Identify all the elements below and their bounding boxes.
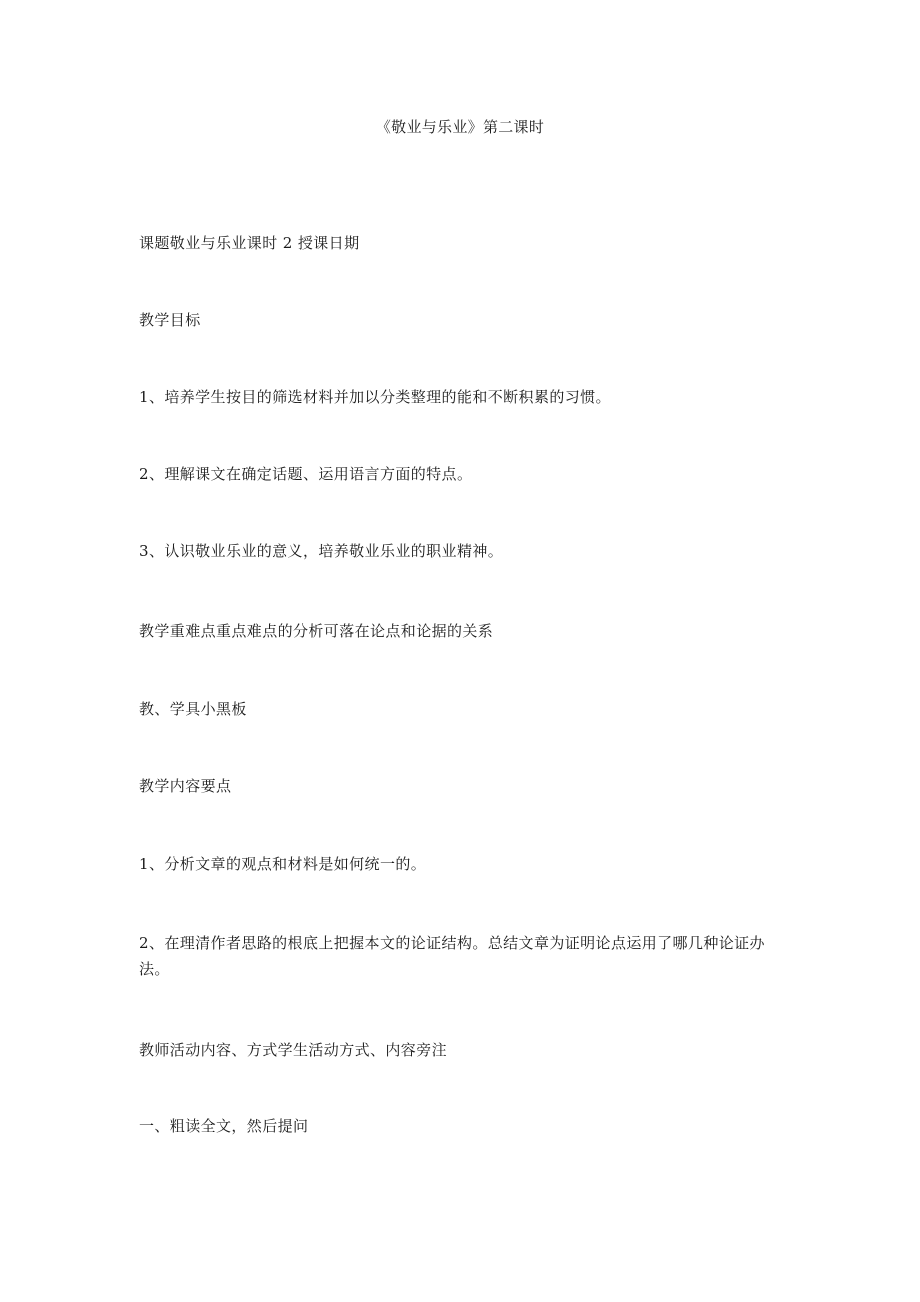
paragraph-key-points: 教学重难点重点难点的分析可落在论点和论据的关系 [139, 622, 494, 640]
paragraph-goal-2: 2、理解课文在确定话题、运用语言方面的特点。 [139, 465, 473, 483]
paragraph-content-1: 1、分析文章的观点和材料是如何统一的。 [139, 855, 427, 873]
paragraph-section-one: 一、粗读全文，然后提问 [139, 1117, 309, 1135]
paragraph-content-2: 2、在理清作者思路的根底上把握本文的论证结构。总结文章为证明论点运用了哪几种论证办法。 [139, 934, 765, 978]
paragraph-goal-3: 3、认识敬业乐业的意义，培养敬业乐业的职业精神。 [139, 542, 504, 560]
paragraph-teaching-tools: 教、学具小黑板 [139, 700, 247, 718]
paragraph-course-info: 课题敬业与乐业课时 2 授课日期 [139, 234, 360, 252]
paragraph-content-heading: 教学内容要点 [139, 777, 232, 795]
document-title: 《敬业与乐业》第二课时 [375, 118, 545, 136]
paragraph-activities-heading: 教师活动内容、方式学生活动方式、内容旁注 [139, 1041, 448, 1059]
paragraph-teaching-goals-heading: 教学目标 [139, 311, 201, 329]
paragraph-goal-1: 1、培养学生按目的筛选材料并加以分类整理的能和不断积累的习惯。 [139, 388, 611, 406]
